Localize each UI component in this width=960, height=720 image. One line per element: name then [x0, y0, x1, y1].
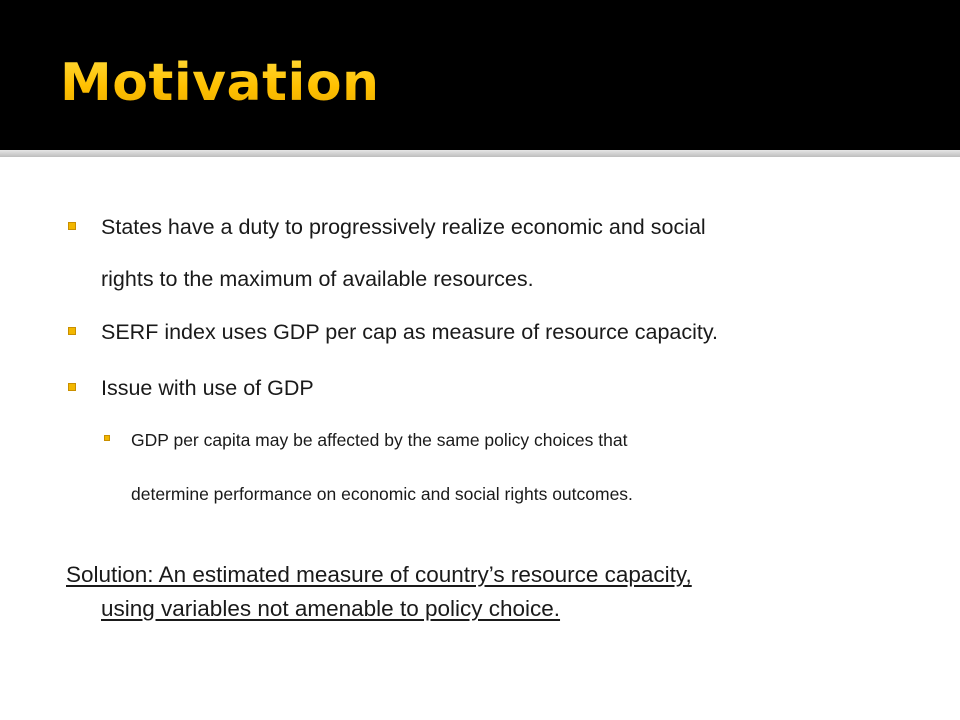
title-band [0, 0, 960, 150]
solution-line: using variables not amenable to policy choice. [101, 596, 561, 621]
bullet-text-line: rights to the maximum of available resources. [101, 267, 534, 291]
bullet-text-line: SERF index uses GDP per cap as measure of resource capacity. [101, 320, 719, 344]
title-divider [0, 150, 960, 157]
bullet-text-line: Issue with use of GDP [101, 376, 314, 400]
sub-bullet-text-line: determine performance on economic and social rights outcomes. [131, 484, 633, 504]
slide-title: Motivation [60, 44, 380, 122]
bullet-text-line: States have a duty to progressively realize economic and social [101, 215, 706, 239]
square-bullet-icon [68, 327, 76, 335]
square-bullet-icon [68, 222, 76, 230]
square-bullet-icon [104, 435, 110, 441]
sub-bullet-text-line: GDP per capita may be affected by the same policy choices that [131, 430, 628, 450]
square-bullet-icon [68, 383, 76, 391]
solution-line: Solution: An estimated measure of country’s resource capacity, [66, 562, 692, 587]
